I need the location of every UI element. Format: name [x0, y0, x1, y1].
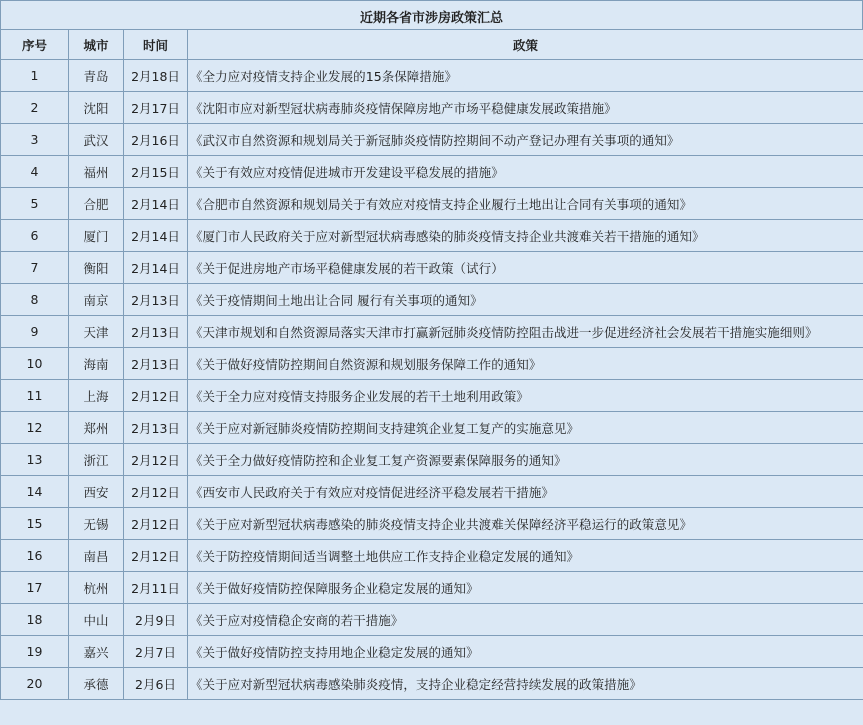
- row-policy: 《关于做好疫情防控期间自然资源和规划服务保障工作的通知》: [188, 348, 863, 380]
- row-index: 18: [1, 604, 69, 636]
- table-body: [1, 60, 863, 700]
- row-policy: 《厦门市人民政府关于应对新型冠状病毒感染的肺炎疫情支持企业共渡难关若干措施的通知》: [188, 220, 863, 252]
- table-row: [1, 380, 863, 412]
- row-policy: 《关于应对新型冠状病毒感染的肺炎疫情支持企业共渡难关保障经济平稳运行的政策意见》: [188, 508, 863, 540]
- header-date: 时间: [124, 30, 188, 60]
- row-index: 5: [1, 188, 69, 220]
- row-city: 上海: [69, 380, 124, 412]
- row-date: 2月17日: [124, 92, 188, 124]
- row-index: 16: [1, 540, 69, 572]
- table-row: [1, 92, 863, 124]
- row-city: 杭州: [69, 572, 124, 604]
- row-policy: 《西安市人民政府关于有效应对疫情促进经济平稳发展若干措施》: [188, 476, 863, 508]
- row-policy: 《武汉市自然资源和规划局关于新冠肺炎疫情防控期间不动产登记办理有关事项的通知》: [188, 124, 863, 156]
- row-city: 嘉兴: [69, 636, 124, 668]
- table-row: [1, 476, 863, 508]
- row-date: 2月14日: [124, 252, 188, 284]
- row-city: 厦门: [69, 220, 124, 252]
- row-policy: 《关于应对新冠肺炎疫情防控期间支持建筑企业复工复产的实施意见》: [188, 412, 863, 444]
- row-index: 1: [1, 60, 69, 92]
- table-row: [1, 220, 863, 252]
- table-row: [1, 124, 863, 156]
- row-policy: 《关于全力做好疫情防控和企业复工复产资源要素保障服务的通知》: [188, 444, 863, 476]
- row-date: 2月18日: [124, 60, 188, 92]
- row-index: 3: [1, 124, 69, 156]
- row-policy: 《全力应对疫情支持企业发展的15条保障措施》: [188, 60, 863, 92]
- row-city: 合肥: [69, 188, 124, 220]
- row-index: 2: [1, 92, 69, 124]
- row-policy: 《关于做好疫情防控支持用地企业稳定发展的通知》: [188, 636, 863, 668]
- table-row: [1, 188, 863, 220]
- row-city: 衡阳: [69, 252, 124, 284]
- row-city: 沈阳: [69, 92, 124, 124]
- table-row: [1, 444, 863, 476]
- table-row: [1, 668, 863, 700]
- row-city: 中山: [69, 604, 124, 636]
- row-policy: 《关于应对疫情稳企安商的若干措施》: [188, 604, 863, 636]
- row-date: 2月13日: [124, 412, 188, 444]
- row-index: 15: [1, 508, 69, 540]
- row-city: 南京: [69, 284, 124, 316]
- table-row: [1, 540, 863, 572]
- row-date: 2月12日: [124, 476, 188, 508]
- table-row: [1, 284, 863, 316]
- row-index: 9: [1, 316, 69, 348]
- row-policy: 《关于做好疫情防控保障服务企业稳定发展的通知》: [188, 572, 863, 604]
- row-city: 福州: [69, 156, 124, 188]
- row-date: 2月12日: [124, 540, 188, 572]
- row-city: 西安: [69, 476, 124, 508]
- row-city: 无锡: [69, 508, 124, 540]
- row-index: 11: [1, 380, 69, 412]
- table-row: [1, 316, 863, 348]
- row-index: 8: [1, 284, 69, 316]
- table-title: 近期各省市涉房政策汇总: [0, 0, 863, 29]
- row-index: 20: [1, 668, 69, 700]
- row-date: 2月13日: [124, 348, 188, 380]
- row-index: 17: [1, 572, 69, 604]
- table-row: [1, 348, 863, 380]
- row-policy: 《沈阳市应对新型冠状病毒肺炎疫情保障房地产市场平稳健康发展政策措施》: [188, 92, 863, 124]
- table-row: [1, 604, 863, 636]
- row-city: 青岛: [69, 60, 124, 92]
- row-city: 天津: [69, 316, 124, 348]
- row-index: 19: [1, 636, 69, 668]
- table-row: [1, 252, 863, 284]
- row-date: 2月6日: [124, 668, 188, 700]
- row-city: 承德: [69, 668, 124, 700]
- row-city: 海南: [69, 348, 124, 380]
- row-index: 12: [1, 412, 69, 444]
- row-index: 14: [1, 476, 69, 508]
- table-row: [1, 508, 863, 540]
- row-date: 2月11日: [124, 572, 188, 604]
- header-index: 序号: [1, 30, 69, 60]
- row-date: 2月14日: [124, 220, 188, 252]
- header-city: 城市: [69, 30, 124, 60]
- row-date: 2月9日: [124, 604, 188, 636]
- table-header-row: [1, 30, 863, 60]
- row-index: 4: [1, 156, 69, 188]
- row-city: 南昌: [69, 540, 124, 572]
- row-date: 2月13日: [124, 284, 188, 316]
- row-policy: 《关于全力应对疫情支持服务企业发展的若干土地利用政策》: [188, 380, 863, 412]
- table-row: [1, 572, 863, 604]
- policy-table: [0, 29, 863, 700]
- row-policy: 《关于促进房地产市场平稳健康发展的若干政策（试行）: [188, 252, 863, 284]
- row-date: 2月16日: [124, 124, 188, 156]
- row-city: 郑州: [69, 412, 124, 444]
- row-date: 2月13日: [124, 316, 188, 348]
- row-date: 2月14日: [124, 188, 188, 220]
- table-row: [1, 60, 863, 92]
- row-city: 浙江: [69, 444, 124, 476]
- row-index: 13: [1, 444, 69, 476]
- table-row: [1, 636, 863, 668]
- row-index: 10: [1, 348, 69, 380]
- row-city: 武汉: [69, 124, 124, 156]
- row-date: 2月12日: [124, 444, 188, 476]
- header-policy: 政策: [188, 30, 863, 60]
- row-date: 2月12日: [124, 380, 188, 412]
- row-policy: 《合肥市自然资源和规划局关于有效应对疫情支持企业履行土地出让合同有关事项的通知》: [188, 188, 863, 220]
- table-row: [1, 156, 863, 188]
- row-index: 6: [1, 220, 69, 252]
- row-policy: 《关于应对新型冠状病毒感染肺炎疫情，支持企业稳定经营持续发展的政策措施》: [188, 668, 863, 700]
- row-policy: 《天津市规划和自然资源局落实天津市打赢新冠肺炎疫情防控阻击战进一步促进经济社会发展若干措施实施细则》: [188, 316, 863, 348]
- table-row: [1, 412, 863, 444]
- row-policy: 《关于防控疫情期间适当调整土地供应工作支持企业稳定发展的通知》: [188, 540, 863, 572]
- row-date: 2月15日: [124, 156, 188, 188]
- row-index: 7: [1, 252, 69, 284]
- row-date: 2月7日: [124, 636, 188, 668]
- row-policy: 《关于疫情期间土地出让合同 履行有关事项的通知》: [188, 284, 863, 316]
- row-policy: 《关于有效应对疫情促进城市开发建设平稳发展的措施》: [188, 156, 863, 188]
- row-date: 2月12日: [124, 508, 188, 540]
